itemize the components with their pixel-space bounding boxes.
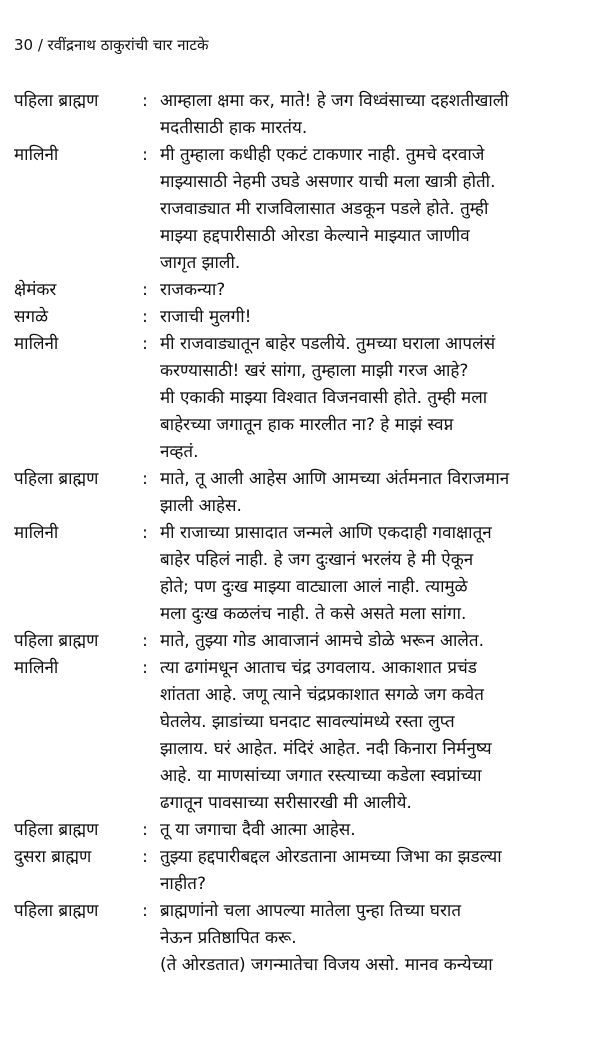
speech-line: मदतीसाठी हाक मारतंय. <box>160 118 308 138</box>
dialogue-entry <box>14 331 588 466</box>
speaker-name: मालिनी <box>14 658 59 678</box>
dialogue-entry <box>14 898 588 979</box>
speech-text <box>160 655 588 817</box>
speaker-separator: : <box>142 901 148 921</box>
speech-line: (ते ओरडतात) जगन्मातेचा विजय असो. मानव कन्येच्या <box>160 955 493 975</box>
speech-line: राजकन्या? <box>160 280 226 300</box>
speaker-separator: : <box>142 334 148 354</box>
speech-line: तुझ्या हद्दपारीबद्दल ओरडताना आमच्या जिभा का झडल्या <box>160 847 502 867</box>
speaker-name: पहिला ब्राह्मण <box>14 91 99 111</box>
speech-line: माझ्या हद्दपारीसाठी ओरडा केल्याने माझ्यात जाणीव <box>160 226 470 246</box>
running-header: 30 / रवींद्रनाथ ठाकुरांची चार नाटके <box>14 36 209 54</box>
speech-line: आहे. या माणसांच्या जगात रस्त्याच्या कडेला स्वप्नांच्या <box>160 766 482 786</box>
speech-line: माते, तू आली आहेस आणि आमच्या अंर्तमनात विराजमान <box>160 469 510 489</box>
dialogue-entry <box>14 466 588 520</box>
speech-line: ढगातून पावसाच्या सरीसारखी मी आलीये. <box>160 793 412 813</box>
speech-line: बाहेरच्या जगातून हाक मारलीत ना? हे माझं स्वप्न <box>160 415 454 435</box>
speech-line: राजवाड्यात मी राजविलासात अडकून पडले होते. तुम्ही <box>160 199 489 219</box>
speaker-separator: : <box>142 280 148 300</box>
speech-text <box>160 277 588 304</box>
speaker-name: पहिला ब्राह्मण <box>14 631 99 651</box>
speech-text <box>160 628 588 655</box>
speech-text <box>160 817 588 844</box>
speech-line: ब्राह्मणांनो चला आपल्या मातेला पुन्हा तिच्या घरात <box>160 901 462 921</box>
speech-line: घेतलेय. झाडांच्या घनदाट सावल्यांमध्ये रस्ता लुप्त <box>160 712 455 732</box>
speaker-separator: : <box>142 820 148 840</box>
speech-line: झाली आहेस. <box>160 496 242 516</box>
speech-text <box>160 142 588 277</box>
speech-line: आम्हाला क्षमा कर, माते! हे जग विध्वंसाच्या दहशतीखाली <box>160 91 509 111</box>
speaker-separator: : <box>142 847 148 867</box>
speech-line: माते, तुझ्या गोड आवाजानं आमचे डोळे भरून आलेत. <box>160 631 484 651</box>
speaker-name: सगळे <box>14 307 48 327</box>
speaker-name: पहिला ब्राह्मण <box>14 820 99 840</box>
speaker-separator: : <box>142 631 148 651</box>
speech-line: करण्यासाठी! खरं सांगा, तुम्हाला माझी गरज आहे? <box>160 361 469 381</box>
speech-line: तू या जगाचा दैवी आत्मा आहेस. <box>160 820 356 840</box>
speaker-separator: : <box>142 145 148 165</box>
speaker-name: दुसरा ब्राह्मण <box>14 847 92 867</box>
speech-text <box>160 466 588 520</box>
speaker-separator: : <box>142 307 148 327</box>
dialogue-entry <box>14 844 588 898</box>
speech-line: नेऊन प्रतिष्ठापित करू. <box>160 928 297 948</box>
speaker-name: पहिला ब्राह्मण <box>14 901 99 921</box>
speech-text <box>160 304 588 331</box>
speech-line: मी राजवाड्यातून बाहेर पडलीये. तुमच्या घराला आपलंसं <box>160 334 496 354</box>
speaker-separator: : <box>142 658 148 678</box>
speech-text <box>160 898 588 979</box>
speech-line: नाहीत? <box>160 874 206 894</box>
speaker-name: पहिला ब्राह्मण <box>14 469 99 489</box>
speech-line: नव्हतं. <box>160 442 199 462</box>
speech-line: शांतता आहे. जणू त्याने चंद्रप्रकाशात सगळे जग कवेत <box>160 685 484 705</box>
speech-line: बाहेर पहिलं नाही. हे जग दुःखानं भरलंय हे मी ऐकून <box>160 550 474 570</box>
dialogue-entry <box>14 142 588 277</box>
speech-text <box>160 331 588 466</box>
dialogue-entry <box>14 655 588 817</box>
dialogue-entry <box>14 520 588 628</box>
speech-text <box>160 88 588 142</box>
speech-line: झालाय. घरं आहेत. मंदिरं आहेत. नदी किनारा निर्मनुष्य <box>160 739 492 759</box>
speech-line: मी राजाच्या प्रासादात जन्मले आणि एकदाही गवाक्षातून <box>160 523 492 543</box>
speech-line: त्या ढगांमधून आताच चंद्र उगवलाय. आकाशात प्रचंड <box>160 658 477 678</box>
speaker-name: क्षेमंकर <box>14 280 57 300</box>
speaker-name: मालिनी <box>14 145 59 165</box>
speech-line: मला दुःख कळलंच नाही. ते कसे असते मला सांगा. <box>160 604 467 624</box>
speaker-separator: : <box>142 469 148 489</box>
speech-line: माझ्यासाठी नेहमी उघडे असणार याची मला खात्री होती. <box>160 172 496 192</box>
speech-line: जागृत झाली. <box>160 253 241 273</box>
speech-line: राजाची मुलगी! <box>160 307 252 327</box>
speech-line: मी एकाकी माझ्या विश्वात विजनवासी होते. तुम्ही मला <box>160 388 488 408</box>
speech-line: होते; पण दुःख माझ्या वाट्याला आलं नाही. त्यामुळे <box>160 577 468 597</box>
speaker-separator: : <box>142 523 148 543</box>
dialogue-block <box>14 88 588 979</box>
dialogue-entry <box>14 88 588 142</box>
speaker-name: मालिनी <box>14 523 59 543</box>
dialogue-entry <box>14 817 588 844</box>
dialogue-entry <box>14 277 588 304</box>
dialogue-entry <box>14 304 588 331</box>
speech-text <box>160 844 588 898</box>
speech-line: मी तुम्हाला कधीही एकटं टाकणार नाही. तुमचे दरवाजे <box>160 145 485 165</box>
dialogue-entry <box>14 628 588 655</box>
speech-text <box>160 520 588 628</box>
speaker-name: मालिनी <box>14 334 59 354</box>
speaker-separator: : <box>142 91 148 111</box>
